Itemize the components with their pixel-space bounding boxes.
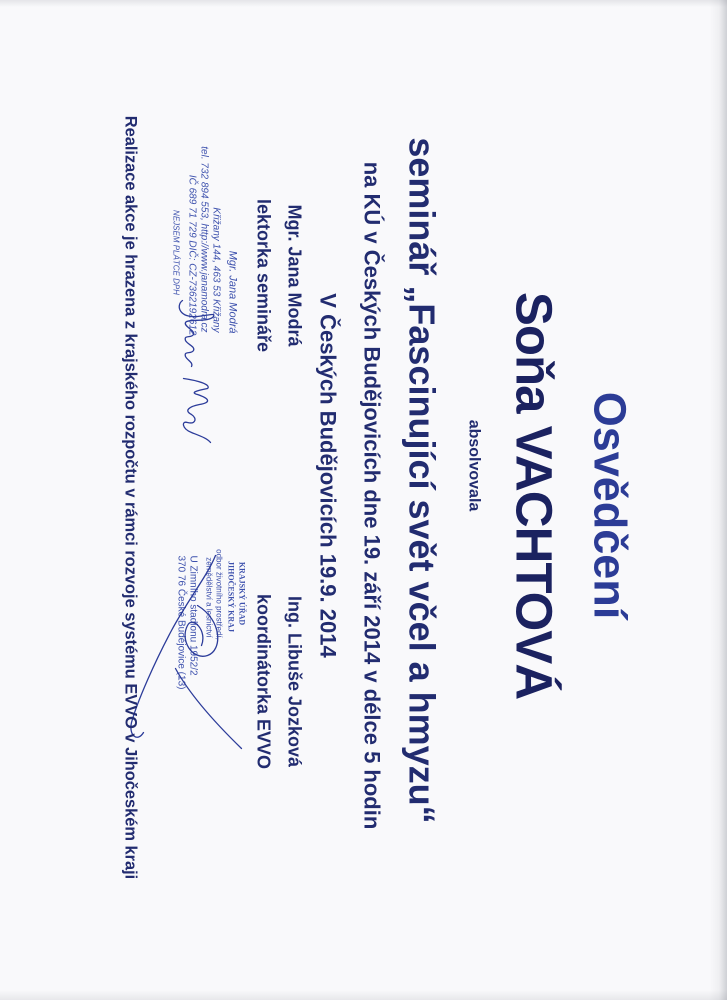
- stamp-department: odbor životního prostředí,: [214, 548, 223, 640]
- signature-stroke: [175, 668, 241, 748]
- signature-lecturer: [167, 290, 222, 450]
- stamp-vat-note: NEJSEM PLÁTCE DPH: [171, 209, 180, 295]
- completed-label: absolvovala: [465, 419, 482, 511]
- course-title: seminář „Fascinující svět včel a hmyzu“: [401, 136, 442, 824]
- signature-stroke: [185, 605, 218, 656]
- signatory-name: Mgr. Jana Modrá: [284, 203, 304, 347]
- stamp-name: Mgr. Jana Modrá: [226, 250, 238, 333]
- funding-note: Realizace akce je hrazena z krajského rozpočtu v rámci rozvoje systému EVVO v Jihočeském kraji: [121, 115, 139, 879]
- scan-edge-shadow: [0, 990, 727, 1000]
- scan-edge-shadow: [0, 0, 727, 7]
- place-and-date: V Českých Budějovicích 19.9. 2014: [315, 292, 340, 658]
- scan-edge-shadow: [709, 0, 727, 1000]
- signatory-lecturer: [247, 175, 307, 375]
- signatory-name: Ing. Libuše Jozková: [284, 595, 304, 767]
- stamp-address: Křižany 144, 463 53 Křižany: [210, 206, 221, 332]
- signature-stroke: [183, 378, 210, 442]
- recipient-name: Soňa VACHTOVÁ: [505, 291, 562, 699]
- signatory-coordinator: [247, 581, 307, 781]
- signatory-role: lektorka semináře: [253, 198, 273, 352]
- stamp-contact: tel. 732 894 553, http://www.janamodra.cz: [198, 145, 209, 332]
- stamp-department: zemědělství a lesnictví: [204, 556, 213, 638]
- signature-stroke: [130, 555, 215, 737]
- stamp-city: 370 76 České Budějovice (13): [175, 555, 186, 689]
- stamp-office: KRAJSKÝ ÚŘAD: [237, 561, 246, 625]
- signature-coordinator: [124, 540, 249, 760]
- course-venue-line: na KÚ v Českých Budějovicích dne 19. září 2014 v délce 5 hodin: [359, 161, 384, 829]
- certificate-title: Osvědčení: [584, 391, 635, 619]
- stamp-region: JIHOČESKÝ KRAJ: [226, 560, 235, 632]
- stamp-company-ids: IČ 689 71 729 DIČ: CZ-7362192612: [186, 174, 197, 335]
- signature-stroke: [179, 300, 214, 366]
- signatory-role: koordinátorka EVVO: [253, 593, 273, 769]
- stamp-street: U Zimního stadionu 1952/2: [187, 555, 198, 676]
